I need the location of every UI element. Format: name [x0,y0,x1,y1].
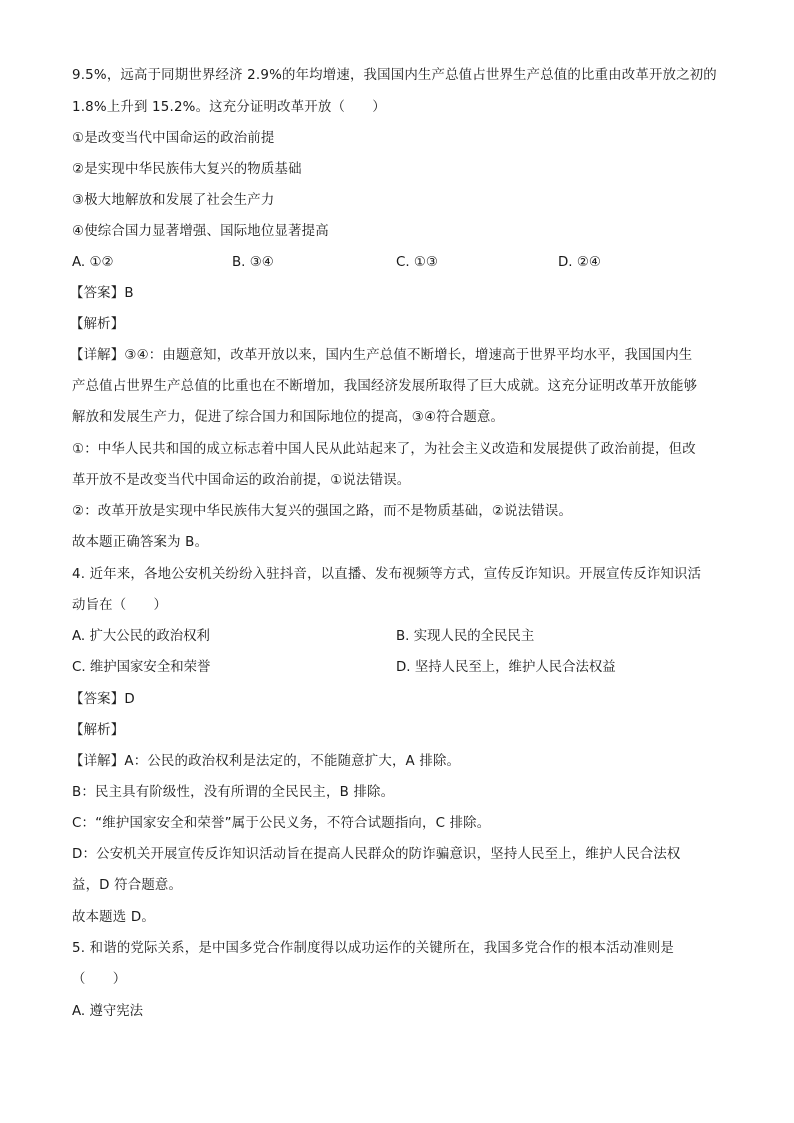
q3-option-a: A. ①② [72,255,114,270]
q4-stem-line-2: 动旨在（ ） [72,598,168,613]
q4-option-c: C. 维护国家安全和荣誉 [72,660,211,675]
q4-detail-line-3: C：“维护国家安全和荣誉”属于公民义务，不符合试题指向，C 排除。 [72,816,491,831]
q3-conclusion: 故本题正确答案为 B。 [72,535,209,550]
q4-option-d: D. 坚持人民至上，维护人民合法权益 [396,660,616,675]
q3-analysis-label: 【解析】 [70,317,125,332]
q3-detail-line-1: 【详解】③④：由题意知，改革开放以来，国内生产总值不断增长，增速高于世界平均水平，我国国内生 [70,348,693,363]
q4-answer: 【答案】D [70,692,135,707]
q3-answer: 【答案】B [70,286,134,301]
q3-stem-line-2: 1.8%上升到 15.2%。这充分证明改革开放（ ） [72,100,386,115]
q3-item-3: ③极大地解放和发展了社会生产力 [72,193,275,208]
q3-detail-line-6: ②：改革开放是实现中华民族伟大复兴的强国之路，而不是物质基础，②说法错误。 [72,504,573,519]
q3-item-1: ①是改变当代中国命运的政治前提 [72,131,275,146]
q3-option-d: D. ②④ [558,255,601,270]
q4-stem-line-1: 4. 近年来，各地公安机关纷纷入驻抖音，以直播、发布视频等方式，宣传反诈知识。开展宣传反诈知识活 [72,567,702,582]
q3-item-2: ②是实现中华民族伟大复兴的物质基础 [72,162,302,177]
q3-option-b: B. ③④ [232,255,274,270]
q3-detail-line-5: 革开放不是改变当代中国命运的政治前提，①说法错误。 [72,473,411,488]
q5-option-a: A. 遵守宪法 [72,1004,143,1019]
q4-detail-line-1: 【详解】A：公民的政治权利是法定的，不能随意扩大，A 排除。 [70,754,461,769]
q5-stem-line-2: （ ） [72,972,127,987]
q4-conclusion: 故本题选 D。 [72,910,155,925]
q3-stem-line-1: 9.5%，远高于同期世界经济 2.9%的年均增速，我国国内生产总值占世界生产总值的比重由改革开放之初的 [72,68,717,83]
q3-detail-line-2: 产总值占世界生产总值的比重也在不断增加，我国经济发展所取得了巨大成就。这充分证明改革开放能够 [72,379,698,394]
q4-detail-line-4: D：公安机关开展宣传反诈知识活动旨在提高人民群众的防诈骗意识，坚持人民至上，维护人民合法权 [72,847,681,862]
q4-detail-line-2: B：民主具有阶级性，没有所谓的全民民主，B 排除。 [72,785,395,800]
q4-analysis-label: 【解析】 [70,723,125,738]
q3-option-c: C. ①③ [396,255,438,270]
q4-option-b: B. 实现人民的全民民主 [396,629,535,644]
q3-detail-line-4: ①：中华人民共和国的成立标志着中国人民从此站起来了，为社会主义改造和发展提供了政治前提，但改 [72,442,696,457]
q5-stem-line-1: 5. 和谐的党际关系，是中国多党合作制度得以成功运作的关键所在，我国多党合作的根本活动准则是 [72,941,675,956]
q3-detail-line-3: 解放和发展生产力，促进了综合国力和国际地位的提高，③④符合题意。 [72,410,505,425]
q4-detail-line-5: 益，D 符合题意。 [72,878,183,893]
q3-item-4: ④使综合国力显著增强、国际地位显著提高 [72,224,329,239]
q4-option-a: A. 扩大公民的政治权利 [72,629,210,644]
